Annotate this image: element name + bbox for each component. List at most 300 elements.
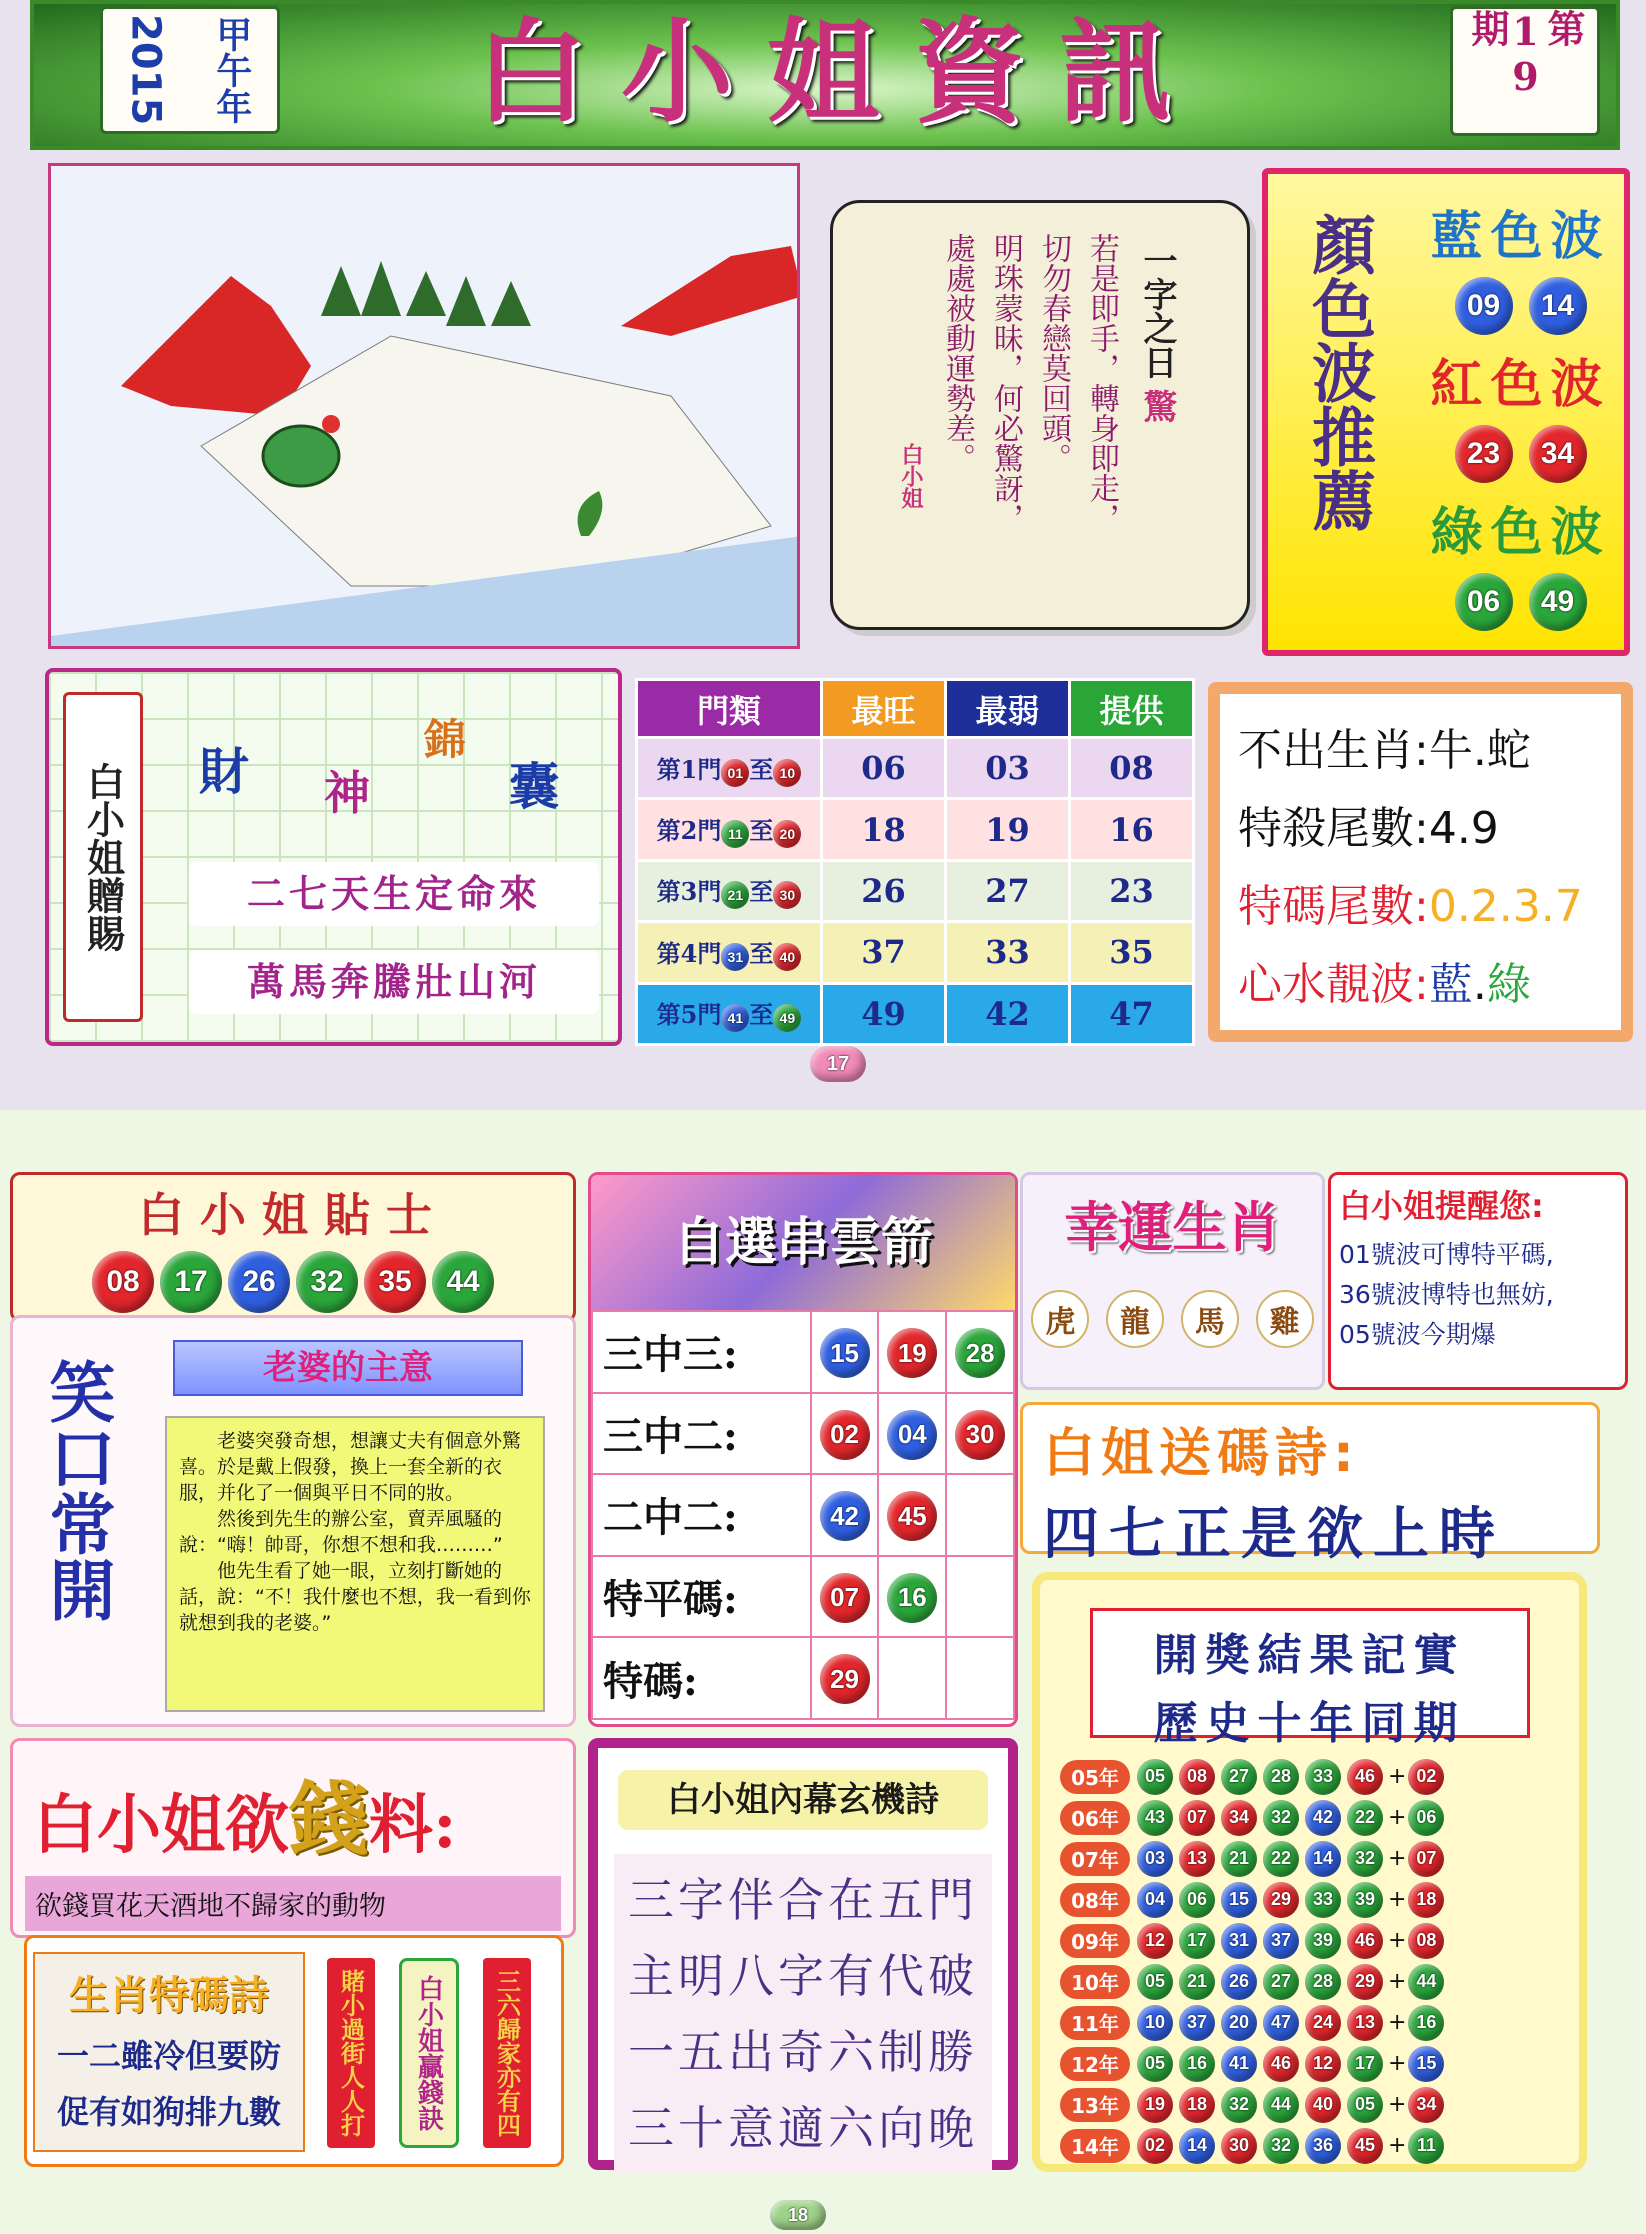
history-ball: 33 [1305, 1882, 1341, 1918]
history-ball: 28 [1263, 1759, 1299, 1795]
history-ball: 34 [1221, 1800, 1257, 1836]
zodiac-animal-icon: 虎 [1031, 1290, 1089, 1348]
wave-ball: 34 [1529, 425, 1587, 483]
joke-paragraph: 老婆突發奇想，想讓丈夫有個意外驚喜。於是戴上假發，換上一套全新的衣服，并化了一個與平日不同的妝。 [179, 1430, 522, 1504]
remind-line: 01號波可博特平碼, [1339, 1240, 1554, 1269]
luck-animals [1023, 1290, 1322, 1348]
zodiac-poem-line: 促有如狗排九數 [56, 2093, 281, 2131]
arrow-row [592, 1311, 1014, 1393]
history-ball: 32 [1263, 2128, 1299, 2164]
history-ball: 47 [1263, 2005, 1299, 2041]
door-to-ball: 20 [773, 820, 801, 848]
money-subtitle: 欲錢買花天酒地不歸家的動物 [25, 1876, 561, 1931]
history-special-ball: 18 [1408, 1882, 1444, 1918]
joke-paragraph: 他先生看了她一眼，立刻打斷她的話，說：“不！我什麼也不想，我一看到你就想到我的老婆。” [179, 1560, 531, 1634]
history-special-ball: 08 [1408, 1923, 1444, 1959]
tip-tail-value: 0.2.3.7 [1428, 881, 1583, 932]
history-year: 12年 [1060, 2047, 1130, 2081]
illustration-panel [48, 163, 800, 649]
arrow-ball: 45 [887, 1491, 937, 1541]
history-ball: 17 [1347, 2046, 1383, 2082]
inner-poem-line: 一五出奇六制勝 [628, 2025, 978, 2079]
door-from-ball: 31 [721, 943, 749, 971]
history-ball: 05 [1137, 1759, 1173, 1795]
crab-icon [263, 426, 339, 486]
history-ball: 03 [1137, 1841, 1173, 1877]
arrow-ball: 16 [887, 1573, 937, 1623]
doors-label [637, 983, 822, 1044]
arrow-ball: 28 [955, 1328, 1005, 1378]
history-ball: 36 [1305, 2128, 1341, 2164]
door-name: 第1門 [656, 754, 722, 784]
inner-poem-lines [614, 1854, 992, 2174]
history-row [1060, 1879, 1579, 1920]
history-ball: 18 [1179, 2087, 1215, 2123]
history-ball: 19 [1137, 2087, 1173, 2123]
red-mountain [121, 276, 311, 416]
doors-label [637, 799, 822, 860]
wave-panel [1262, 168, 1630, 656]
arrow-cell [811, 1474, 879, 1556]
history-ball: 46 [1263, 2046, 1299, 2082]
doors-label [637, 922, 822, 983]
history-special-ball: 34 [1408, 2087, 1444, 2123]
doors-cell: 47 [1070, 983, 1194, 1044]
wave-ball: 14 [1529, 277, 1587, 335]
history-row [1060, 1961, 1579, 2002]
arrow-cell [946, 1637, 1014, 1719]
doors-row [637, 738, 1194, 799]
history-ball: 29 [1347, 1964, 1383, 2000]
scroll-poem [933, 233, 1125, 593]
tip-wave-dot: . [1472, 959, 1487, 1010]
doors-cell: 23 [1070, 860, 1194, 921]
wave-ball: 09 [1455, 277, 1513, 335]
history-year: 05年 [1060, 1760, 1130, 1794]
history-year: 13年 [1060, 2088, 1130, 2122]
luck-title: 幸運生肖 [1064, 1195, 1281, 1259]
history-ball: 13 [1347, 2005, 1383, 2041]
history-ball: 06 [1179, 1882, 1215, 1918]
history-year: 11年 [1060, 2006, 1130, 2040]
history-ball: 32 [1263, 1800, 1299, 1836]
arrow-label: 特碼: [592, 1637, 811, 1719]
arrow-label: 三中三: [592, 1311, 811, 1393]
page-number-bottom: 18 [770, 2200, 826, 2230]
zodiac-poem-panel [24, 1935, 564, 2167]
issue-number: 第19期 [1465, 9, 1586, 99]
history-row [1060, 2002, 1579, 2043]
inner-poem-title: 白小姐內幕玄機詩 [618, 1770, 988, 1830]
scroll-panel [830, 200, 1250, 630]
inner-poem-line: 主明八字有代破 [628, 1949, 978, 2003]
history-special-ball: 06 [1408, 1800, 1444, 1836]
poem-line: 四七正是欲上時 [1043, 1502, 1505, 1567]
doors-header: 提供 [1070, 680, 1194, 738]
door-to-char: 至 [749, 938, 774, 968]
history-plus: + [1388, 2092, 1407, 2117]
history-ball: 02 [1137, 2128, 1173, 2164]
history-title-1: 開獎結果記實 [1153, 1630, 1466, 1681]
gift-word: 囊 [509, 757, 559, 816]
history-ball: 22 [1263, 1841, 1299, 1877]
history-ball: 37 [1179, 2005, 1215, 2041]
scroll-line: 切勿春戀莫回頭。 [1036, 233, 1071, 473]
wave-title: 顏色波推薦 [1301, 212, 1376, 532]
history-special-ball: 02 [1408, 1759, 1444, 1795]
history-ball: 17 [1179, 1923, 1215, 1959]
door-to-ball: 10 [773, 759, 801, 787]
history-ball: 27 [1221, 1759, 1257, 1795]
gift-word: 錦 [424, 715, 467, 764]
tieshi-ball: 17 [160, 1251, 222, 1313]
tieshi-balls [13, 1251, 573, 1313]
arrow-cell [946, 1311, 1014, 1393]
scroll-line: 若是即手，轉身即走， [1084, 233, 1119, 533]
wave-ball: 06 [1455, 573, 1513, 631]
money-title-c: 料: [369, 1788, 457, 1863]
door-to-ball: 30 [773, 881, 801, 909]
gift-line-2: 萬馬奔騰壯山河 [189, 950, 599, 1014]
history-ball: 05 [1347, 2087, 1383, 2123]
tip-wave-b: 綠 [1486, 959, 1531, 1010]
history-ball: 08 [1179, 1759, 1215, 1795]
zodiac-animal-icon: 馬 [1181, 1290, 1239, 1348]
joke-panel [10, 1315, 576, 1727]
history-row [1060, 1797, 1579, 1838]
tieshi-panel [10, 1172, 576, 1322]
arrow-cell [811, 1311, 879, 1393]
tip-wave-label: 心水靚波: [1238, 959, 1429, 1010]
joke-body [165, 1416, 545, 1712]
arrow-label: 二中二: [592, 1474, 811, 1556]
history-year: 07年 [1060, 1842, 1130, 1876]
money-title-b: 錢 [289, 1772, 369, 1866]
history-ball: 43 [1137, 1800, 1173, 1836]
doors-cell: 26 [822, 860, 946, 921]
scroll-signature: 白小姐 [898, 443, 923, 509]
doors-row [637, 860, 1194, 921]
history-row [1060, 1756, 1579, 1797]
history-ball: 13 [1179, 1841, 1215, 1877]
door-to-ball: 40 [773, 943, 801, 971]
banner-left: 賭小過街人人打 [327, 1958, 375, 2148]
door-name: 第3門 [656, 877, 722, 907]
arrow-cell [878, 1311, 946, 1393]
door-from-ball: 21 [721, 881, 749, 909]
pine-trees [321, 261, 531, 326]
arrow-cell [946, 1556, 1014, 1638]
doors-cell: 35 [1070, 922, 1194, 983]
banner-center: 白小姐贏錢訣 [399, 1958, 459, 2148]
arrow-cell [878, 1556, 946, 1638]
doors-cell: 37 [822, 922, 946, 983]
history-panel [1032, 1572, 1587, 2172]
arrow-row [592, 1556, 1014, 1638]
doors-cell: 03 [946, 738, 1070, 799]
history-ball: 24 [1305, 2005, 1341, 2041]
wave-label: 紅色波 [1430, 354, 1611, 415]
page-number-top: 17 [810, 1046, 866, 1082]
history-ball: 44 [1263, 2087, 1299, 2123]
scroll-key-char: 驚 [1137, 389, 1177, 423]
history-plus: + [1388, 1887, 1407, 1912]
arrow-row [592, 1474, 1014, 1556]
money-title [33, 1755, 573, 1870]
door-from-ball: 01 [721, 759, 749, 787]
wave-label: 綠色波 [1430, 502, 1611, 563]
tieshi-ball: 44 [432, 1251, 494, 1313]
history-ball: 04 [1137, 1882, 1173, 1918]
wave-ball: 23 [1455, 425, 1513, 483]
history-special-ball: 15 [1408, 2046, 1444, 2082]
doors-cell: 19 [946, 799, 1070, 860]
zodiac-animal-icon: 龍 [1106, 1290, 1164, 1348]
arrow-cell [946, 1393, 1014, 1475]
door-from-ball: 41 [721, 1004, 749, 1032]
arrow-ball: 07 [820, 1573, 870, 1623]
wave-group-green [1418, 490, 1623, 638]
arrow-ball: 04 [887, 1410, 937, 1460]
arrow-panel [588, 1172, 1018, 1727]
doors-cell: 18 [822, 799, 946, 860]
history-ball: 26 [1221, 1964, 1257, 2000]
gift-word: 神 [324, 766, 370, 820]
arrow-cell [811, 1393, 879, 1475]
arrow-ball: 15 [820, 1328, 870, 1378]
wave-groups [1418, 194, 1623, 638]
scroll-title-text: 一字之日 [1137, 243, 1177, 379]
door-to-char: 至 [749, 816, 774, 846]
arrow-ball: 29 [820, 1654, 870, 1704]
gift-side-title: 白小姐贈賜 [63, 692, 143, 1022]
arrow-table [591, 1310, 1015, 1720]
luck-panel [1020, 1172, 1325, 1390]
arrow-title: 自選串雲箭 [591, 1175, 1015, 1310]
door-name: 第4門 [656, 938, 722, 968]
history-year: 14年 [1060, 2129, 1130, 2163]
gift-panel [45, 668, 622, 1046]
history-ball: 39 [1305, 1923, 1341, 1959]
page-title: 白小姐資訊 [475, 7, 1205, 138]
doors-cell: 27 [946, 860, 1070, 921]
history-row [1060, 2084, 1579, 2125]
history-ball: 46 [1347, 1923, 1383, 1959]
arrow-ball: 02 [820, 1410, 870, 1460]
landscape-illustration [51, 166, 800, 649]
banner-right: 三六歸家亦有四 [483, 1958, 531, 2148]
arrow-cell [946, 1474, 1014, 1556]
tip-no-zodiac: 不出生肖:牛.蛇 [1238, 725, 1531, 776]
joke-paragraph: 然後到先生的辦公室，賣弄風騷的說：“嗨！帥哥，你想不想和我………” [179, 1508, 503, 1556]
doors-cell: 06 [822, 738, 946, 799]
history-row [1060, 2043, 1579, 2084]
history-ball: 33 [1305, 1759, 1341, 1795]
history-row [1060, 2125, 1579, 2166]
history-title-2: 歷史十年同期 [1153, 1698, 1466, 1749]
tieshi-ball: 26 [228, 1251, 290, 1313]
history-plus: + [1388, 1764, 1407, 1789]
poem-title: 白姐送碼詩: [1043, 1424, 1360, 1484]
arrow-cell [878, 1474, 946, 1556]
scroll-line: 明珠蒙昧，何必驚訝， [988, 233, 1023, 533]
history-ball: 46 [1347, 1759, 1383, 1795]
doors-header: 門類 [637, 680, 822, 738]
history-special-ball: 11 [1408, 2128, 1444, 2164]
inner-poem-line: 三十意適六向晚 [628, 2101, 978, 2155]
wave-group-blue [1418, 194, 1623, 342]
tip-kill-tail: 特殺尾數:4.9 [1238, 803, 1499, 854]
door-from-ball: 11 [721, 820, 749, 848]
history-ball: 20 [1221, 2005, 1257, 2041]
history-ball: 15 [1221, 1882, 1257, 1918]
history-ball: 05 [1137, 1964, 1173, 2000]
arrow-row [592, 1637, 1014, 1719]
gift-word: 財 [199, 742, 249, 801]
doors-label [637, 860, 822, 921]
history-ball: 27 [1263, 1964, 1299, 2000]
zodiac-animal-icon: 雞 [1256, 1290, 1314, 1348]
zodiac-poem-box [33, 1952, 305, 2152]
arrow-cell [811, 1637, 879, 1719]
joke-side: 笑口常開 [38, 1358, 116, 1622]
history-year: 10年 [1060, 1965, 1130, 1999]
red-mountain-far [621, 246, 800, 336]
doors-cell: 16 [1070, 799, 1194, 860]
doors-body [637, 738, 1194, 1045]
arrow-label: 三中二: [592, 1393, 811, 1475]
history-ball: 12 [1137, 1923, 1173, 1959]
year-name: 甲午年 [210, 16, 253, 124]
tips-panel [1208, 682, 1633, 1042]
doors-row [637, 983, 1194, 1044]
history-year: 08年 [1060, 1883, 1130, 1917]
arrow-ball: 19 [887, 1328, 937, 1378]
door-to-char: 至 [749, 754, 774, 784]
history-ball: 30 [1221, 2128, 1257, 2164]
arrow-cell [878, 1393, 946, 1475]
joke-title: 老婆的主意 [173, 1340, 523, 1396]
history-special-ball: 07 [1408, 1841, 1444, 1877]
history-ball: 29 [1263, 1882, 1299, 1918]
history-ball: 42 [1305, 1800, 1341, 1836]
arrow-row [592, 1393, 1014, 1475]
history-header [1090, 1608, 1530, 1749]
history-ball: 32 [1347, 1841, 1383, 1877]
issue-book [1450, 6, 1600, 136]
door-to-ball: 49 [773, 1004, 801, 1032]
history-plus: + [1388, 2010, 1407, 2035]
history-ball: 45 [1347, 2128, 1383, 2164]
history-plus: + [1388, 2133, 1407, 2158]
wave-ball: 49 [1529, 573, 1587, 631]
history-ball: 41 [1221, 2046, 1257, 2082]
history-plus: + [1388, 2051, 1407, 2076]
tieshi-title: 白小姐貼士 [138, 1188, 448, 1242]
history-special-ball: 44 [1408, 1964, 1444, 2000]
history-plus: + [1388, 1805, 1407, 1830]
doors-row [637, 799, 1194, 860]
doors-table [635, 678, 1195, 1046]
doors-header: 最弱 [946, 680, 1070, 738]
history-plus: + [1388, 1969, 1407, 1994]
history-ball: 21 [1221, 1841, 1257, 1877]
tieshi-ball: 32 [296, 1251, 358, 1313]
tieshi-ball: 35 [364, 1251, 426, 1313]
zodiac-poem-title: 生肖特碼詩 [69, 1973, 269, 2019]
scroll-line: 處處被動運勢差。 [940, 233, 975, 473]
sun-icon [322, 415, 340, 433]
tip-wave [1238, 948, 1603, 1026]
door-name: 第5門 [656, 1000, 722, 1030]
arrow-cell [811, 1556, 879, 1638]
history-row [1060, 1920, 1579, 1961]
remind-line: 36號波博特也無妨, [1339, 1280, 1554, 1309]
history-ball: 14 [1305, 1841, 1341, 1877]
arrow-ball: 42 [820, 1491, 870, 1541]
year-number: 2015 [122, 14, 169, 126]
history-ball: 28 [1305, 1964, 1341, 2000]
doors-cell: 08 [1070, 738, 1194, 799]
history-ball: 16 [1179, 2046, 1215, 2082]
arrow-cell [878, 1637, 946, 1719]
year-book [100, 6, 280, 134]
doors-row [637, 922, 1194, 983]
door-to-char: 至 [749, 877, 774, 907]
history-ball: 39 [1347, 1882, 1383, 1918]
tip-wave-a: 藍 [1428, 959, 1473, 1010]
inner-poem-panel [588, 1738, 1018, 2170]
doors-label [637, 738, 822, 799]
history-ball: 40 [1305, 2087, 1341, 2123]
history-ball: 07 [1179, 1800, 1215, 1836]
history-year: 06年 [1060, 1801, 1130, 1835]
history-special-ball: 16 [1408, 2005, 1444, 2041]
tip-tail [1238, 870, 1603, 948]
poem-panel [1020, 1402, 1600, 1567]
arrow-ball: 30 [955, 1410, 1005, 1460]
door-to-char: 至 [749, 1000, 774, 1030]
doors-cell: 49 [822, 983, 946, 1044]
history-ball: 14 [1179, 2128, 1215, 2164]
scroll-title [1133, 243, 1182, 603]
gift-line-1: 二七天生定命來 [189, 862, 599, 926]
zodiac-poem-line: 一二雖冷但要防 [56, 2037, 281, 2075]
history-ball: 37 [1263, 1923, 1299, 1959]
history-ball: 21 [1179, 1964, 1215, 2000]
history-ball: 05 [1137, 2046, 1173, 2082]
arrow-label: 特平碼: [592, 1556, 811, 1638]
remind-title: 白小姐提醒您: [1339, 1187, 1544, 1225]
history-rows [1060, 1756, 1579, 2166]
remind-panel [1328, 1172, 1628, 1390]
history-ball: 32 [1221, 2087, 1257, 2123]
doors-cell: 42 [946, 983, 1070, 1044]
history-ball: 12 [1305, 2046, 1341, 2082]
wave-group-red [1418, 342, 1623, 490]
inner-poem-line: 三字伴合在五門 [628, 1873, 978, 1927]
history-ball: 31 [1221, 1923, 1257, 1959]
history-plus: + [1388, 1928, 1407, 1953]
remind-line: 05號波今期爆 [1339, 1320, 1496, 1349]
history-row [1060, 1838, 1579, 1879]
money-panel [10, 1738, 576, 1938]
doors-header: 最旺 [822, 680, 946, 738]
doors-cell: 33 [946, 922, 1070, 983]
money-title-a: 白小姐欲 [33, 1788, 289, 1863]
tip-tail-label: 特碼尾數: [1238, 881, 1429, 932]
history-ball: 10 [1137, 2005, 1173, 2041]
